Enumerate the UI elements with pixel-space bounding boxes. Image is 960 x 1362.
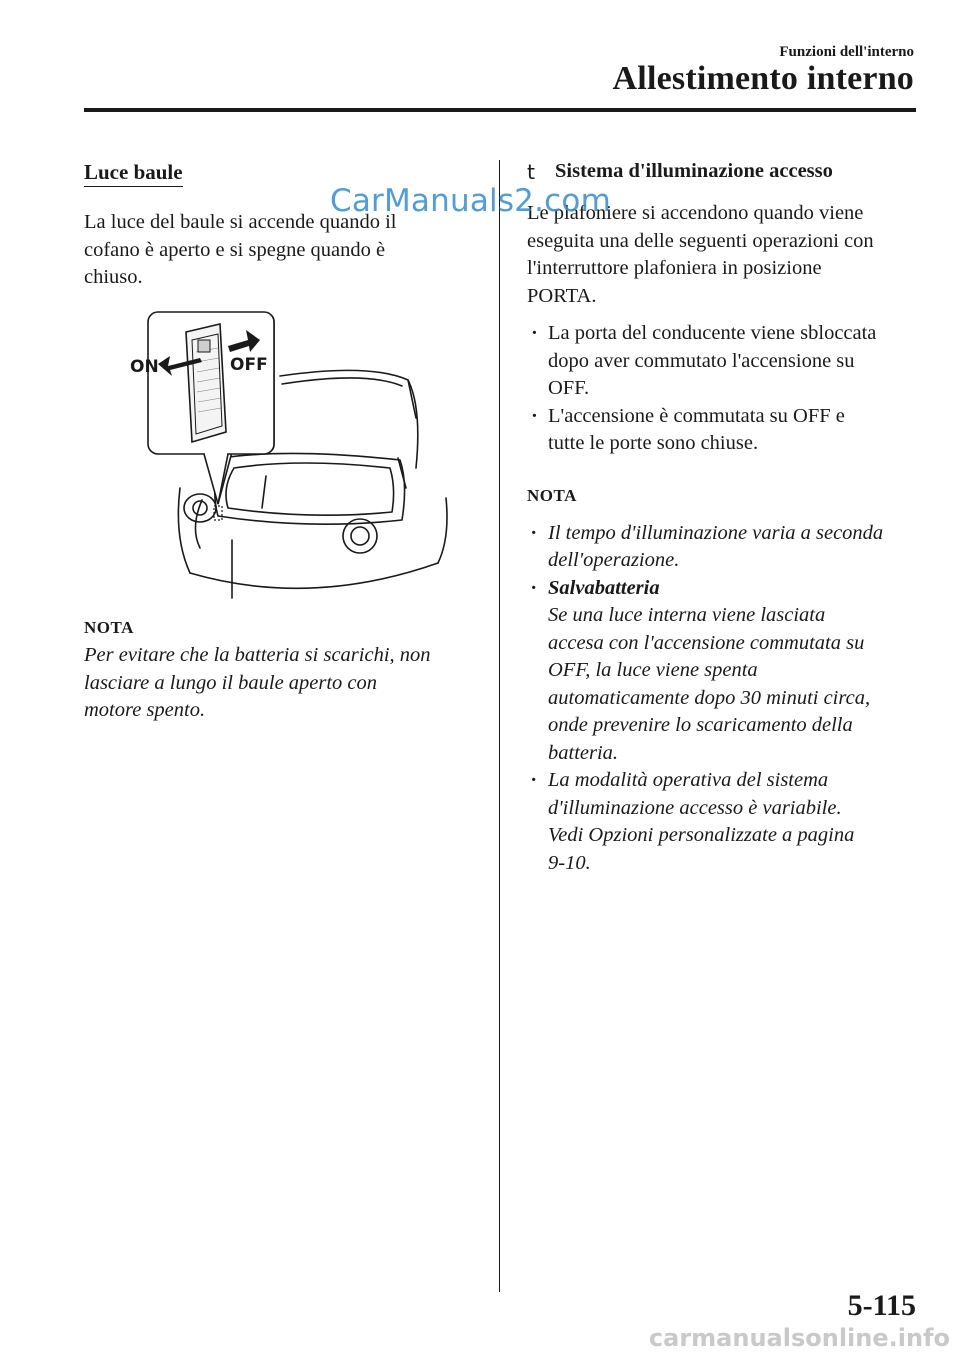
on-label: ON <box>130 357 159 377</box>
list-item-line: 9-10. <box>548 851 591 874</box>
paragraph-line: l'interruttore plafoniera in posizione <box>527 257 822 279</box>
header-rule <box>84 108 916 112</box>
trunk-light-illustration <box>130 308 452 608</box>
list-item-line: tutte le porte sono chiuse. <box>548 432 759 454</box>
right-column <box>527 160 922 877</box>
left-note <box>84 618 484 725</box>
condition-list <box>527 320 922 458</box>
watermark-logo: CarManuals2.com <box>330 183 611 219</box>
paragraph-line: La luce del baule si accende quando il <box>84 211 397 233</box>
list-item-line: · La modalità operativa del sistema <box>548 769 829 791</box>
list-item <box>527 320 922 403</box>
list-item-line: · L'accensione è commutata su OFF e <box>548 404 845 427</box>
paragraph-line: PORTA. <box>527 284 597 307</box>
note-label: NOTA <box>84 618 134 637</box>
list-item-line: automaticamente dopo 30 minuti circa, <box>548 686 871 709</box>
list-item <box>527 767 922 877</box>
list-item-line: onde prevenire lo scaricamento della <box>548 714 853 736</box>
column-divider <box>499 160 500 1292</box>
section-heading-text: Sistema d'illuminazione accesso <box>555 160 833 182</box>
note-list <box>527 520 922 878</box>
list-item-line: dopo aver commutato l'accensione su <box>548 349 855 372</box>
off-label: OFF <box>230 355 268 375</box>
paragraph-line: cofano è aperto e si spegne quando è <box>84 238 386 261</box>
list-item <box>527 520 922 575</box>
paragraph-line: eseguita una delle seguenti operazioni con <box>527 229 874 252</box>
subhead-trunk-light: Luce baule <box>84 160 183 187</box>
section-marker-icon: t <box>527 160 536 184</box>
list-item-line: OFF, la luce viene spenta <box>548 659 758 681</box>
note-line: motore spento. <box>84 699 206 721</box>
note-label: NOTA <box>527 485 577 505</box>
list-item-title: · Salvabatteria <box>548 576 660 599</box>
section-heading <box>527 160 922 184</box>
left-column <box>84 160 474 292</box>
section-name: Funzioni dell'interno <box>779 44 914 60</box>
watermark-footer: carmanualsonline.info <box>648 1324 950 1352</box>
list-item-line: OFF. <box>548 377 590 399</box>
list-item-line: · Il tempo d'illuminazione varia a seconda <box>548 521 884 544</box>
list-item-line: · La porta del conducente viene sbloccata <box>548 322 877 344</box>
list-item-line: d'illuminazione accesso è variabile. <box>548 796 842 819</box>
list-item-line: Vedi Opzioni personalizzate a pagina <box>548 824 855 846</box>
page-number: 5-115 <box>847 1289 916 1322</box>
note-line: lasciare a lungo il baule aperto con <box>84 671 378 694</box>
paragraph-line: Le plafoniere si accendono quando viene <box>527 202 864 224</box>
list-item-line: dell'operazione. <box>548 549 680 571</box>
note-line: Per evitare che la batteria si scarichi, non <box>84 644 431 666</box>
paragraph-line: chiuso. <box>84 266 143 288</box>
list-item-line: Se una luce interna viene lasciata <box>548 604 826 626</box>
trunk-light-paragraph <box>84 209 474 292</box>
list-item-line: batteria. <box>548 741 619 764</box>
list-item-line: accesa con l'accensione commutata su <box>548 631 865 654</box>
list-item <box>527 403 922 458</box>
list-item <box>527 575 922 768</box>
page-title: Allestimento interno <box>612 60 914 97</box>
